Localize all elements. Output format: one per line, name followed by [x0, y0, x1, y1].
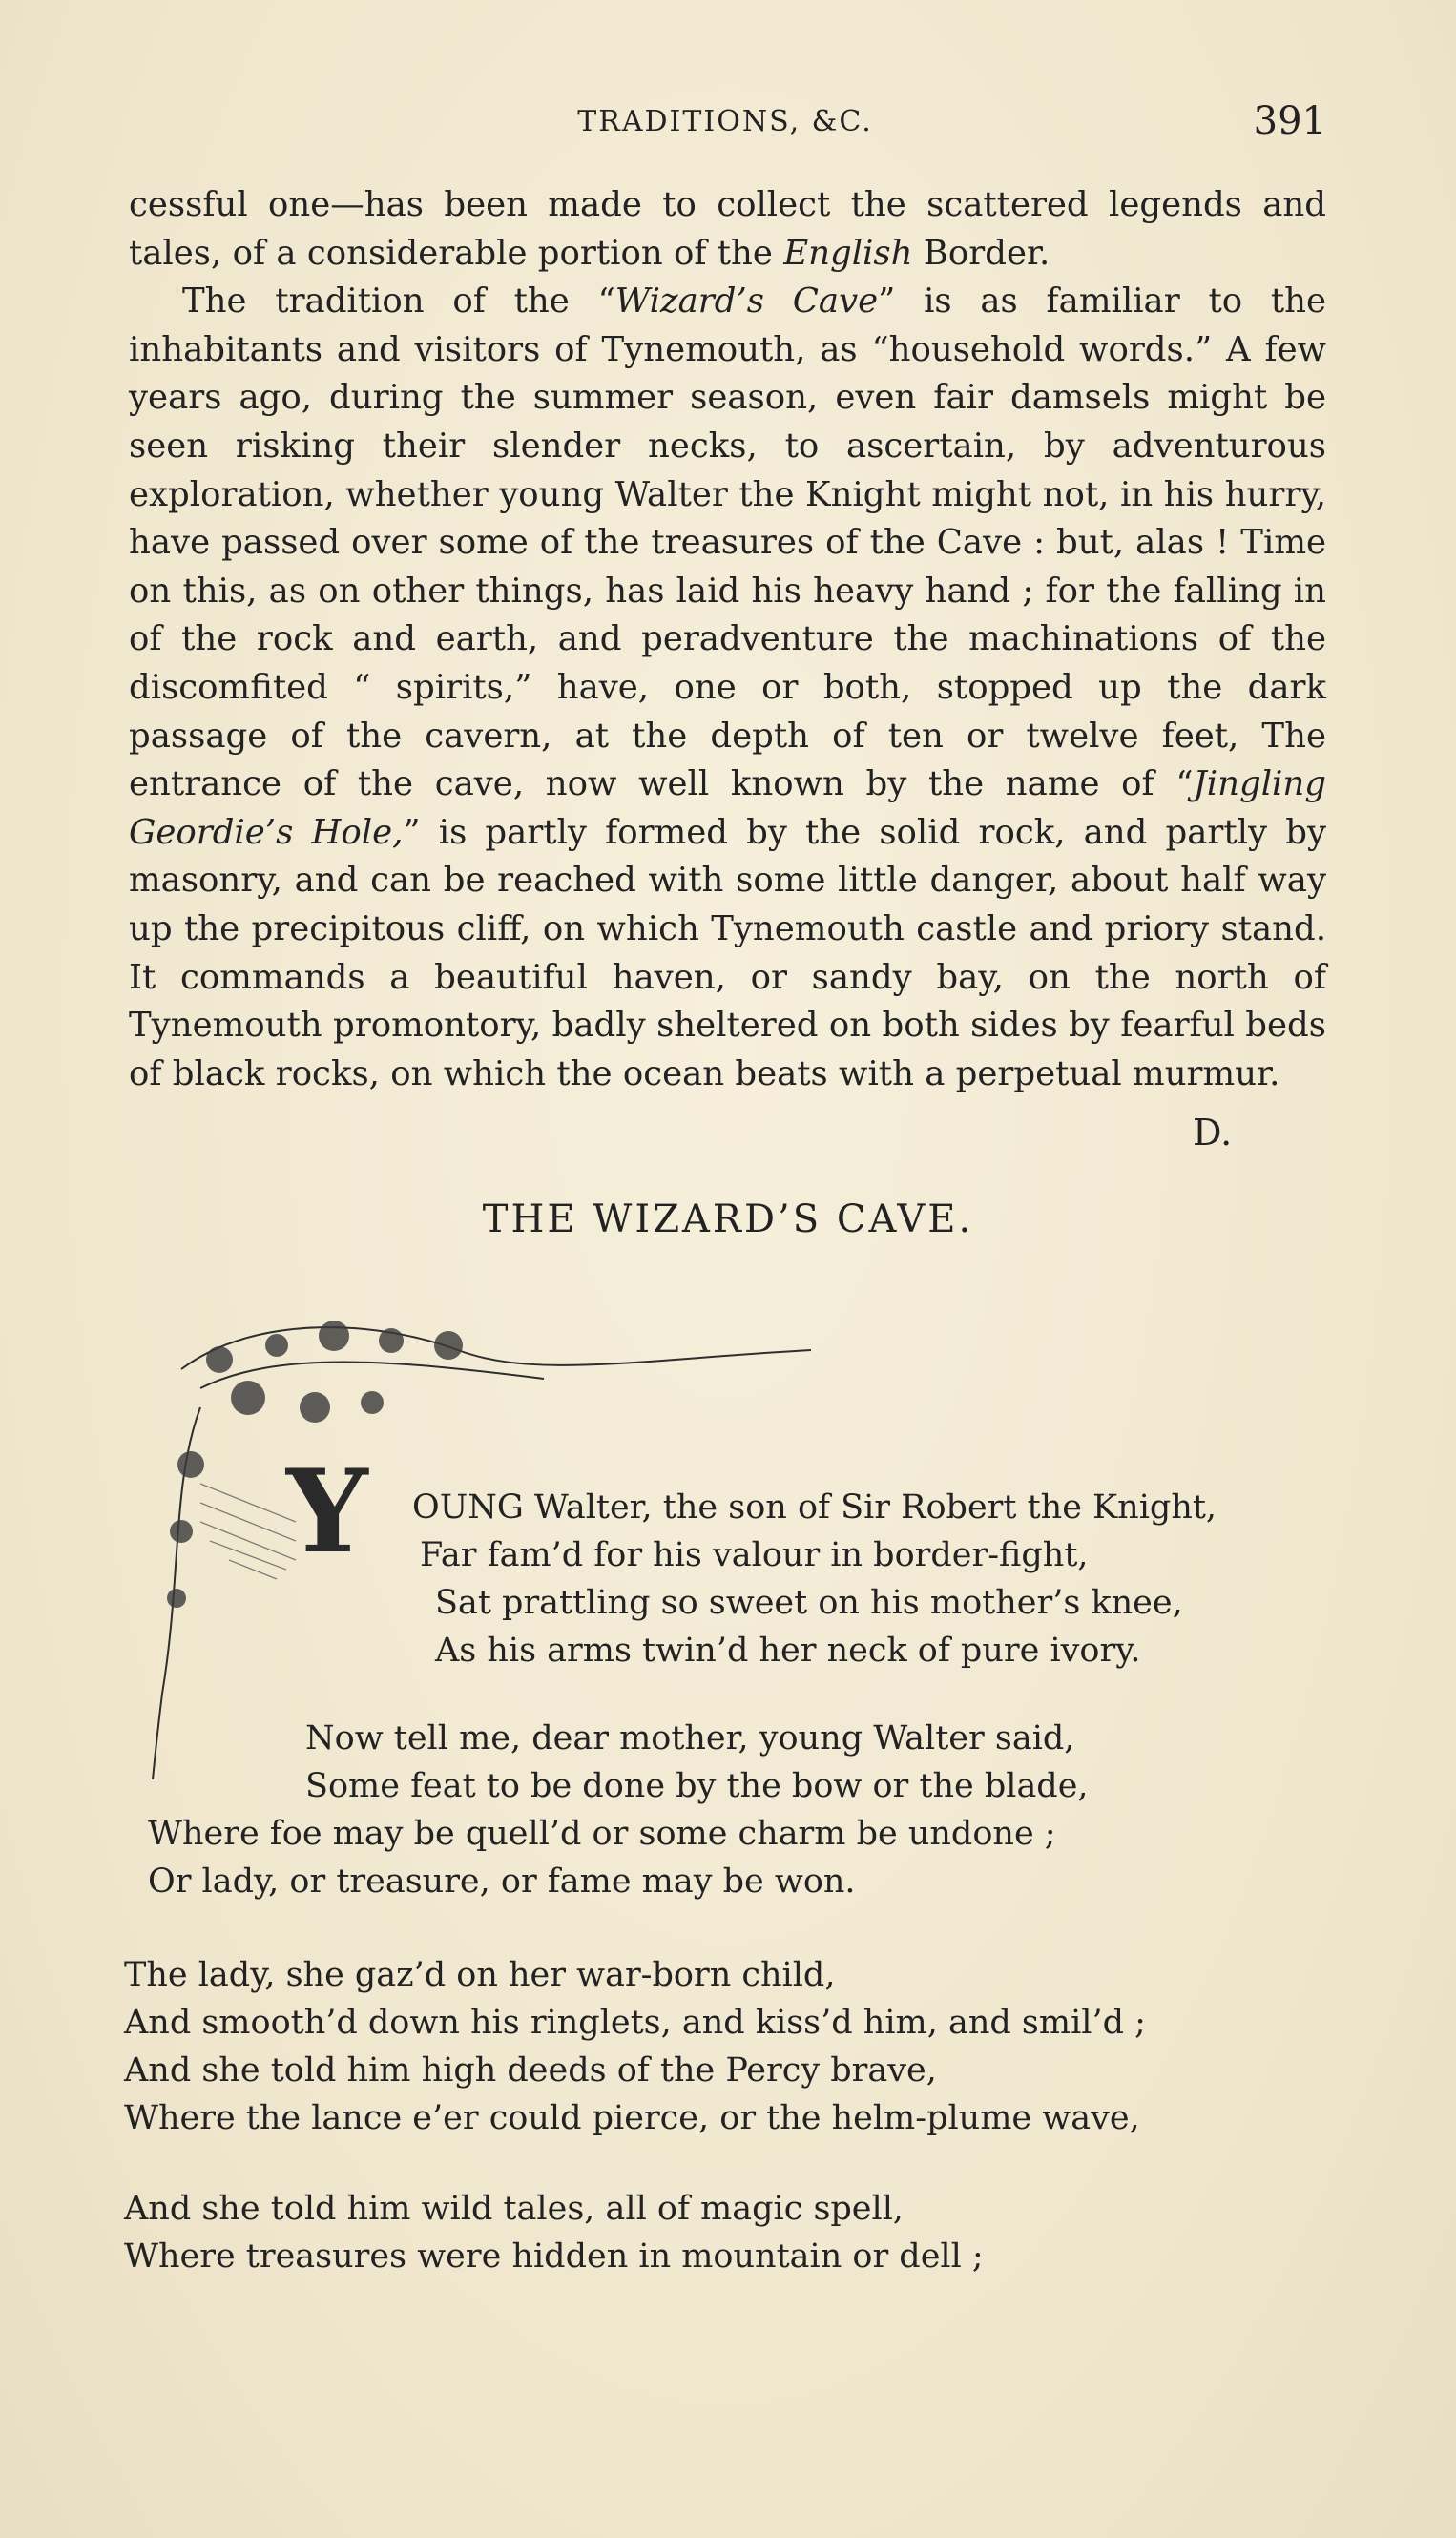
running-head: TRADITIONS, &C. — [577, 105, 873, 138]
verse-line: Where the lance e’er could pierce, or the helm-plume wave, — [124, 2099, 1140, 2137]
paragraph-2: The tradition of the “Wizard’s Cave” is as familiar to the inhabitants and visitors of Tynemouth, as “household words.” A few years ago, during the summer season, even fair damsels might be seen risking their slender necks, to ascertain, by adventurous exploration, whether young Walter the Knight might not, in his hurry, have passed over some of the treasures of the Cave : but, alas ! Time on this, as on other things, has laid his heavy hand ; for the falling in of the rock and earth, and peradventure the machinations of the discomfited “ spirits,” have, one or both, stopped up the dark passage of the cavern, at the depth of ten or twelve feet, The entrance of the cave, now well known by the name of “Jingling Geordie’s Hole,” is partly formed by the solid rock, and partly by masonry, and can be reached with some little danger, about half way up the precipitous cliff, on which Tynemouth castle and priory stand. It commands a beautiful haven, or sandy bay, on the north of Tynemouth promontory, badly sheltered on both sides by fearful beds of black rocks, on which the ocean beats with a perpetual murmur. — [129, 281, 1326, 1093]
page-header — [124, 95, 1326, 153]
ornament-hatching — [200, 1484, 296, 1579]
verse-line: Or lady, or treasure, or fame may be won. — [148, 1862, 856, 1901]
ornament-leaf — [177, 1451, 204, 1478]
author-signature: D. — [1193, 1112, 1233, 1154]
ornament-leaf — [319, 1321, 349, 1351]
intro-prose — [129, 181, 1326, 1098]
ornament-leaf — [300, 1392, 330, 1423]
verse-line: Where foe may be quell’d or some charm be undone ; — [148, 1815, 1056, 1853]
ornament-tail — [153, 1694, 162, 1779]
drop-cap: Y — [286, 1445, 368, 1579]
verse-line: As his arms twin’d her neck of pure ivory. — [435, 1632, 1141, 1670]
verse-line: And she told him high deeds of the Percy brave, — [124, 2051, 937, 2090]
verse-line: And smooth’d down his ringlets, and kiss’d him, and smil’d ; — [124, 2004, 1146, 2042]
ornament-leaf — [265, 1334, 288, 1357]
verse-line: Where treasures were hidden in mountain or dell ; — [124, 2237, 984, 2276]
ornament-leaf — [167, 1589, 186, 1608]
ornament-vine-left — [162, 1407, 200, 1694]
ornament-leaf — [361, 1391, 384, 1414]
ornament-leaf — [379, 1328, 404, 1353]
poem-title: THE WIZARD’S CAVE. — [482, 1197, 974, 1241]
verse-line: Now tell me, dear mother, young Walter said, — [305, 1719, 1075, 1758]
verse-line: Far fam’d for his valour in border-fight, — [420, 1536, 1089, 1574]
verse-line: The lady, she gaz’d on her war-born child, — [124, 1956, 836, 1994]
page-number: 391 — [1253, 99, 1326, 143]
verse-line: Some feat to be done by the bow or the blade, — [305, 1767, 1089, 1805]
ornament-leaf — [434, 1331, 463, 1360]
paragraph-1: cessful one—has been made to collect the scattered legends and tales, of a considerable portion of the English Border. — [129, 185, 1326, 273]
ornament-leaf — [231, 1381, 265, 1415]
verse-line: Sat prattling so sweet on his mother’s knee, — [435, 1584, 1183, 1622]
verse-line: And she told him wild tales, all of magic spell, — [124, 2190, 905, 2228]
ornament-leaf — [170, 1520, 193, 1543]
ornament-leaf — [206, 1346, 233, 1373]
verse-line: OUNG Walter, the son of Sir Robert the Knight, — [412, 1488, 1217, 1527]
